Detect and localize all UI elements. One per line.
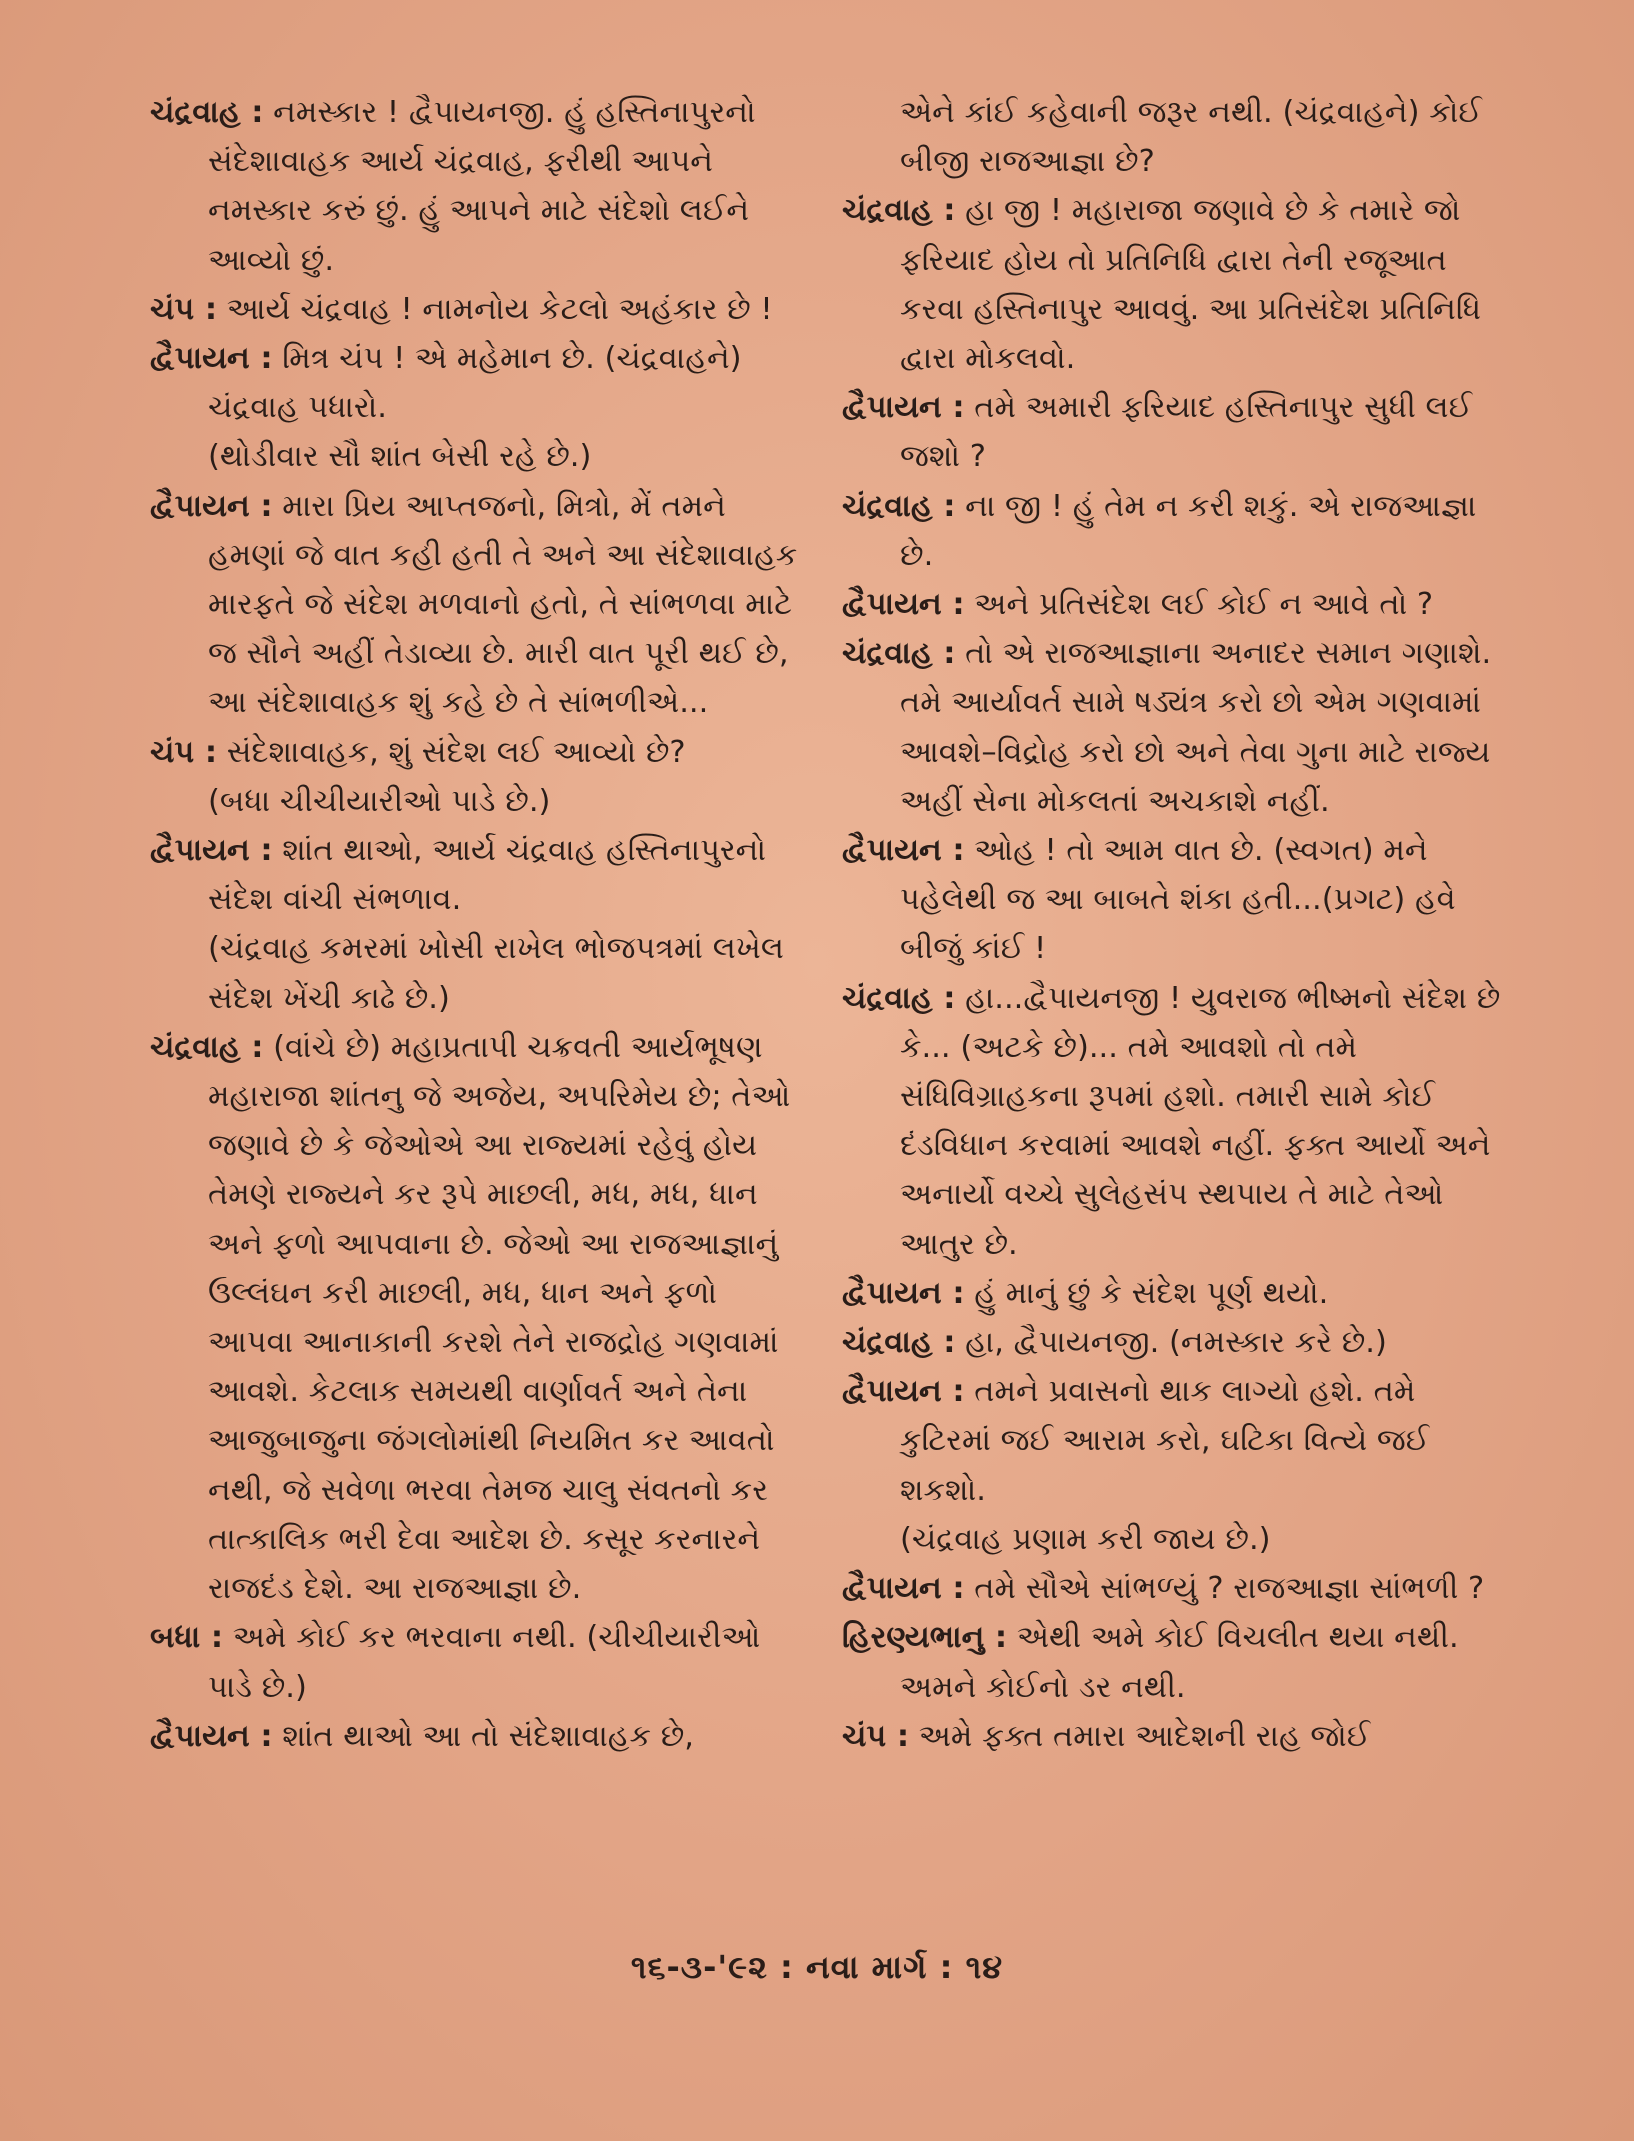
dialogue-text: તો એ રાજઆજ્ઞાના અનાદર સમાન ગણાશે. તમે આર્યાવર્ત સામે ષડ્યંત્ર કરો છો એમ ગણવામાં આવશે–વિદ્રોહ કરો છો અને તેવા ગુના માટે રાજ્ય અહીં સેના મોકલતાં અચકાશે નહીં.	[900, 636, 1501, 819]
dialogue-line	[842, 1712, 1504, 1761]
dialogue-line	[150, 482, 808, 728]
dialogue-text: (વાંચે છે) મહાપ્રતાપી ચક્રવતી આર્યભૂષણ મહારાજા શાંતનુ જે અજેય, અપરિમેય છે; તેઓ જણાવે છે કે જેઓએ આ રાજ્યમાં રહેવું હોય તેમણે રાજ્યને કર રૂપે માછલી, મધ, મધ, ધાન અને ફળો આપવાના છે. જેઓ આ રાજઆજ્ઞાનું ઉલ્લંઘન કરી માછલી, મધ, ધાન અને ફળો આપવા આનાકાની કરશે તેને રાજદ્રોહ ગણવામાં આવશે. કેટલાક સમયથી વાર્ણાવર્ત અને તેના આજુબાજુના જંગલોમાંથી નિયમિત કર આવતો નથી, જે સવેળા ભરવા તેમજ ચાલુ સંવતનો કર તાત્કાલિક ભરી દેવા આદેશ છે. કસૂર કરનારને રાજદંડ દેશે. આ રાજઆજ્ઞા છે.	[208, 1029, 801, 1607]
speaker-name: દ્વૈપાયન :	[150, 488, 273, 524]
dialogue-line	[150, 826, 808, 924]
speaker-name: ચંપ :	[842, 1718, 910, 1754]
stage-direction-text: (થોડીવાર સૌ શાંત બેસી રહે છે.)	[208, 439, 592, 475]
page-footer: ૧૬-૩-'૯૨ : નવા માર્ગ : ૧૪	[630, 1948, 1004, 1986]
speaker-name: ચંદ્રવાહ :	[842, 1325, 956, 1361]
dialogue-line	[842, 383, 1504, 481]
dialogue-line	[842, 974, 1510, 1269]
dialogue-line	[842, 826, 1504, 974]
speaker-name: ચંદ્રવાહ :	[842, 636, 956, 672]
dialogue-line	[150, 334, 808, 432]
speaker-name: દ્વૈપાયન :	[842, 587, 965, 623]
dialogue-line	[842, 1318, 1504, 1367]
speaker-name: દ્વૈપાયન :	[150, 833, 273, 869]
dialogue-text: એથી અમે કોઈ વિચલીત થયા નથી. અમને કોઈનો ડર નથી.	[900, 1620, 1469, 1705]
dialogue-line	[150, 88, 808, 285]
speaker-name: ચંદ્રવાહ :	[842, 488, 956, 524]
dialogue-text: તમે અમારી ફરિયાદ હસ્તિનાપુર સુધી લઈ જશો ?	[900, 390, 1482, 475]
dialogue-line	[150, 728, 808, 777]
speaker-name: હિરણ્યભાનુ :	[842, 1620, 1008, 1656]
dialogue-line	[842, 1564, 1504, 1613]
dialogue-text: અમે ફક્ત તમારા આદેશની રાહ જોઈ	[918, 1718, 1371, 1754]
dialogue-line	[842, 629, 1504, 826]
dialogue-line	[150, 285, 808, 334]
speaker-name: ચંદ્રવાહ :	[150, 1029, 264, 1065]
left-column	[150, 88, 808, 1761]
speaker-name: દ્વૈપાયન :	[150, 341, 273, 377]
dialogue-text: ના જી ! હું તેમ ન કરી શકું. એ રાજઆજ્ઞા છે.	[900, 488, 1487, 573]
dialogue-text: આર્ય ચંદ્રવાહ ! નામનોય કેટલો અહંકાર છે !	[226, 291, 773, 327]
dialogue-text: તમે સૌએ સાંભળ્યું ? રાજઆજ્ઞા સાંભળી ?	[974, 1571, 1485, 1607]
speaker-name: દ્વૈપાયન :	[842, 833, 965, 869]
dialogue-line	[842, 1269, 1504, 1318]
speaker-name: ચંપ :	[150, 734, 218, 770]
speaker-name: દ્વૈપાયન :	[842, 390, 965, 426]
stage-direction-text: (ચંદ્રવાહ કમરમાં ખોસી રાખેલ ભોજપત્રમાં લખેલ સંદેશ ખેંચી કાઢે છે.)	[208, 931, 794, 1016]
speaker-name: દ્વૈપાયન :	[150, 1718, 273, 1754]
dialogue-continuation	[900, 88, 1504, 186]
dialogue-text: મિત્ર ચંપ ! એ મહેમાન છે. (ચંદ્રવાહને) ચંદ્રવાહ પધારો.	[208, 341, 752, 426]
dialogue-line	[842, 1367, 1504, 1515]
speaker-name: ચંપ :	[150, 291, 218, 327]
stage-direction-text: (ચંદ્રવાહ પ્રણામ કરી જાય છે.)	[900, 1521, 1271, 1557]
dialogue-text: શાંત થાઓ, આર્ય ચંદ્રવાહ હસ્તિનાપુરનો સંદેશ વાંચી સંભળાવ.	[208, 833, 776, 918]
speaker-name: દ્વૈપાયન :	[842, 1275, 965, 1311]
stage-direction	[208, 777, 808, 826]
dialogue-text: હા, દ્વૈપાયનજી. (નમસ્કાર કરે છે.)	[965, 1325, 1387, 1361]
speaker-name: દ્વૈપાયન :	[842, 1374, 965, 1410]
speaker-name: ચંદ્રવાહ :	[150, 95, 264, 130]
dialogue-line	[150, 1613, 808, 1711]
stage-direction	[208, 924, 808, 1022]
dialogue-text: હા જી ! મહારાજા જણાવે છે કે તમારે જો ફરિયાદ હોય તો પ્રતિનિધિ દ્વારા તેની રજૂઆત કરવા હસ્તિનાપુર આવવું. આ પ્રતિસંદેશ પ્રતિનિધિ દ્વારા મોકલવો.	[900, 193, 1491, 377]
dialogue-line	[150, 1712, 808, 1761]
dialogue-text: સંદેશાવાહક, શું સંદેશ લઈ આવ્યો છે?	[226, 734, 686, 770]
speaker-name: બધા :	[150, 1620, 224, 1656]
dialogue-text: તમને પ્રવાસનો થાક લાગ્યો હશે. તમે કુટિરમાં જઈ આરામ કરો, ઘટિકા વિત્યે જઈ શકશો.	[900, 1374, 1440, 1508]
speaker-name: ચંદ્રવાહ :	[842, 193, 956, 229]
dialogue-text: ઓહ ! તો આમ વાત છે. (સ્વગત) મને પહેલેથી જ આ બાબતે શંકા હતી...(પ્રગટ) હવે બીજું કાંઈ !	[900, 833, 1466, 967]
dialogue-text: અને પ્રતિસંદેશ લઈ કોઈ ન આવે તો ?	[974, 587, 1434, 623]
stage-direction	[208, 432, 808, 481]
dialogue-text: મારા પ્રિય આપ્તજનો, મિત્રો, મેં તમને હમણાં જે વાત કહી હતી તે અને આ સંદેશાવાહક મારફતે જે સંદેશ મળવાનો હતો, તે સાંભળવા માટે જ સૌને અહીં તેડાવ્યા છે. મારી વાત પૂરી થઈ છે, આ સંદેશાવાહક શું કહે છે તે સાંભળીએ...	[208, 488, 808, 721]
right-column	[842, 88, 1510, 1761]
stage-direction	[900, 1515, 1504, 1564]
dialogue-text: શાંત થાઓ આ તો સંદેશાવાહક છે,	[282, 1718, 694, 1754]
dialogue-line	[842, 580, 1504, 629]
dialogue-line	[842, 1613, 1504, 1711]
dialogue-text: નમસ્કાર ! દ્વૈપાયનજી. હું હસ્તિનાપુરનો સંદેશાવાહક આર્ય ચંદ્રવાહ, ફરીથી આપને નમસ્કાર કરું છું. હું આપને માટે સંદેશો લઈને આવ્યો છું.	[208, 95, 766, 278]
dialogue-text: એને કાંઈ કહેવાની જરૂર નથી. (ચંદ્રવાહને) કોઈ બીજી રાજઆજ્ઞા છે?	[900, 95, 1492, 180]
stage-direction-text: (બધા ચીચીયારીઓ પાડે છે.)	[208, 783, 551, 819]
dialogue-text: અમે કોઈ કર ભરવાના નથી. (ચીચીયારીઓ પાડે છે.)	[208, 1620, 770, 1705]
dialogue-line	[150, 1023, 808, 1613]
dialogue-text: હા...દ્વૈપાયનજી ! યુવરાજ ભીષ્મનો સંદેશ છે કે... (અટકે છે)... તમે આવશો તો તમે સંધિવિગ્રાહકના રૂપમાં હશો. તમારી સામે કોઈ દંડવિધાન કરવામાં આવશે નહીં. ફક્ત આર્યો અને અનાર્યો વચ્ચે સુલેહસંપ સ્થપાય તે માટે તેઓ આતુર છે.	[900, 980, 1510, 1262]
dialogue-line	[842, 482, 1504, 580]
dialogue-line	[842, 186, 1504, 383]
speaker-name: દ્વૈપાયન :	[842, 1571, 965, 1607]
speaker-name: ચંદ્રવાહ :	[842, 980, 956, 1016]
dialogue-text: હું માનું છું કે સંદેશ પૂર્ણ થયો.	[974, 1275, 1329, 1311]
